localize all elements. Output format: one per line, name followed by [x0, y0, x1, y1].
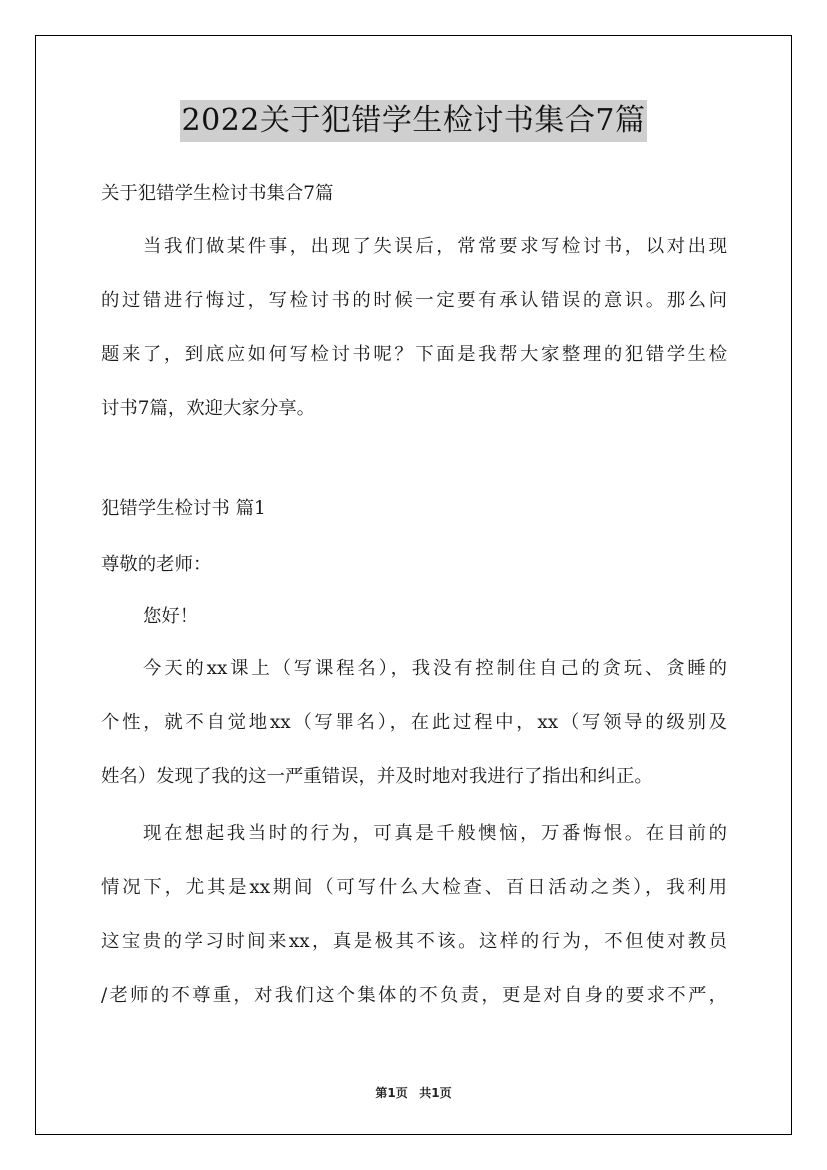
intro-line: 讨书7篇，欢迎大家分享。 [101, 398, 315, 419]
page-footer [0, 1084, 827, 1101]
greeting: 您好！ [143, 606, 199, 627]
intro-line: 的过错进行悔过，写检讨书的时候一定要有承认错误的意识。那么问 [101, 290, 727, 311]
paragraph-line: 情况下，尤其是xx期间（可写什么大检查、百日活动之类），我利用 [101, 877, 727, 898]
section-heading: 犯错学生检讨书 篇1 [101, 498, 266, 519]
page-total: 共1页 [419, 1086, 452, 1100]
document-title: 2022关于犯错学生检讨书集合7篇 [180, 100, 648, 142]
paragraph-line: 个性，就不自觉地xx（写罪名），在此过程中，xx（写领导的级别及 [101, 712, 727, 733]
document-subtitle: 关于犯错学生检讨书集合7篇 [101, 183, 334, 204]
paragraph-line: 姓名）发现了我的这一严重错误，并及时地对我进行了指出和纠正。 [101, 766, 653, 787]
paragraph-line: 今天的xx课上（写课程名），我没有控制住自己的贪玩、贪睡的 [143, 658, 727, 679]
paragraph-line: 这宝贵的学习时间来xx，真是极其不该。这样的行为，不但使对教员 [101, 931, 727, 952]
intro-line: 题来了，到底应如何写检讨书呢？下面是我帮大家整理的犯错学生检 [101, 344, 727, 365]
intro-line: 当我们做某件事，出现了失误后，常常要求写检讨书，以对出现 [143, 236, 727, 257]
page-number: 第1页 [375, 1086, 408, 1100]
salutation: 尊敬的老师： [101, 554, 212, 575]
paragraph-line: /老师的不尊重，对我们这个集体的不负责，更是对自身的要求不严， [101, 985, 727, 1006]
title-container [0, 100, 827, 142]
paragraph-line: 现在想起我当时的行为，可真是千般懊恼，万番悔恨。在目前的 [143, 823, 727, 844]
document-body [101, 175, 727, 1031]
